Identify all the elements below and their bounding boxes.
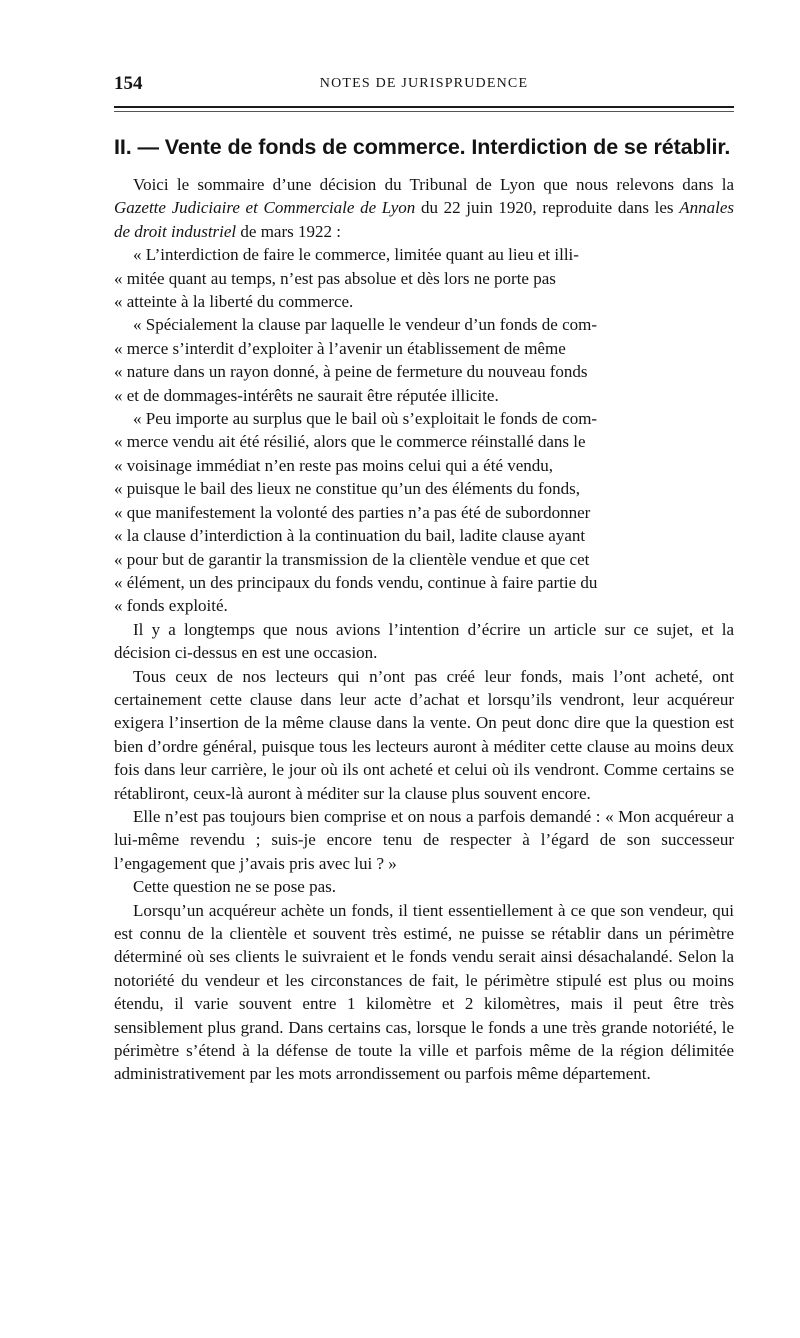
quote-line: « la clause d’interdiction à la continuation du bail, ladite clause ayant	[114, 526, 586, 546]
quote-line: « Peu importe au surplus que le bail où s’exploitait le fonds de com-	[133, 409, 598, 429]
page-number: 154	[114, 73, 143, 94]
section-title: II. — Vente de fonds de commerce. Interdiction de se rétablir.	[114, 135, 731, 159]
quote-line: « atteinte à la liberté du commerce.	[114, 292, 354, 312]
quote-line: « pour but de garantir la transmission de la clientèle vendue et que cet	[114, 549, 590, 569]
quote-line: « merce s’interdit d’exploiter à l’avenir un établissement de même	[114, 338, 566, 358]
page-header	[114, 73, 734, 99]
header-rule-thin	[114, 111, 734, 112]
quote-line: « et de dommages-intérêts ne saurait être réputée illicite.	[114, 385, 499, 405]
header-rule	[114, 106, 734, 108]
quote-line: « élément, un des principaux du fonds vendu, continue à faire partie du	[114, 572, 598, 592]
body-paragraph: Elle n’est pas toujours bien comprise et on nous a parfois demandé : « Mon acquéreur a lui-même revendu ; suis-je encore tenu de respecter à l’égard de son successeur l’engagement que j’avais pris avec lui ? »	[114, 806, 734, 873]
quote-line: « fonds exploité.	[114, 596, 228, 616]
body-paragraph: Cette question ne se pose pas.	[133, 877, 337, 897]
intro-text-before: Voici le sommaire d’une décision du Tribunal de Lyon que nous relevons dans la	[133, 175, 734, 194]
body-paragraph: Lorsqu’un acquéreur achète un fonds, il tient essentiellement à ce que son vendeur, qui est connu de la clientèle et souvent très estimé, ne puisse se rétablir dans un périmètre déterminé où ses clients le suivraient et le fonds vendu serait ainsi désachalandé. Selon la notoriété du vendeur et les circonstances de fait, le périmètre stipulé est plus ou moins étendu, il varie souvent entre 1 kilomètre et 2 kilomètres, mais il peut être très sensiblement plus grand. Dans certains cas, lorsque le fonds a une très grande notoriété, le périmètre s’étend à la défense de toute la ville et parfois même de la région délimitée administrativement par les mots arrondissement ou parfois même département.	[114, 900, 734, 1084]
body-paragraph: Il y a longtemps que nous avions l’intention d’écrire un article sur ce sujet, et la décision ci-dessus en est une occasion.	[114, 619, 734, 663]
quote-block	[114, 243, 734, 618]
running-title: NOTES DE JURISPRUDENCE	[319, 76, 529, 91]
intro-text-after: de mars 1922 :	[236, 221, 341, 241]
quote-line: « puisque le bail des lieux ne constitue qu’un des éléments du fonds,	[114, 479, 580, 499]
quote-line: « voisinage immédiat n’en reste pas moins celui qui a été vendu,	[114, 455, 554, 475]
quote-line: « Spécialement la clause par laquelle le vendeur d’un fonds de com-	[133, 315, 598, 335]
intro-paragraph	[114, 173, 734, 243]
quote-line: « nature dans un rayon donné, à peine de fermeture du nouveau fonds	[114, 362, 588, 382]
quote-line: « mitée quant au temps, n’est pas absolue et dès lors ne porte pas	[114, 268, 556, 288]
quote-line: « que manifestement la volonté des parties n’a pas été de subordonner	[114, 502, 591, 522]
body-paragraph: Tous ceux de nos lecteurs qui n’ont pas créé leur fonds, mais l’ont acheté, ont certainement cette clause dans leur acte d’achat et lorsqu’ils vendront, leur acquéreur exigera l’insertion de la même clause dans la vente. On peut donc dire que la question est bien d’ordre général, puisque tous les lecteurs auront à méditer cette clause au moins deux fois dans leur carrière, le jour où ils ont acheté et celui où ils vendront. Comme certains se rétabliront, ceux-là auront à méditer sur la clause plus souvent encore.	[114, 666, 734, 803]
quote-line: « merce vendu ait été résilié, alors que le commerce réinstallé dans le	[114, 432, 586, 452]
journal-title: Gazette Judiciaire et Commerciale de Lyon	[114, 198, 416, 218]
quote-line: « L’interdiction de faire le commerce, limitée quant au lieu et illi-	[133, 245, 579, 265]
intro-text-middle: du 22 juin 1920, reproduite dans les	[415, 198, 680, 218]
annales-title: Annales de droit industriel	[114, 198, 734, 241]
page-body	[114, 132, 734, 1086]
